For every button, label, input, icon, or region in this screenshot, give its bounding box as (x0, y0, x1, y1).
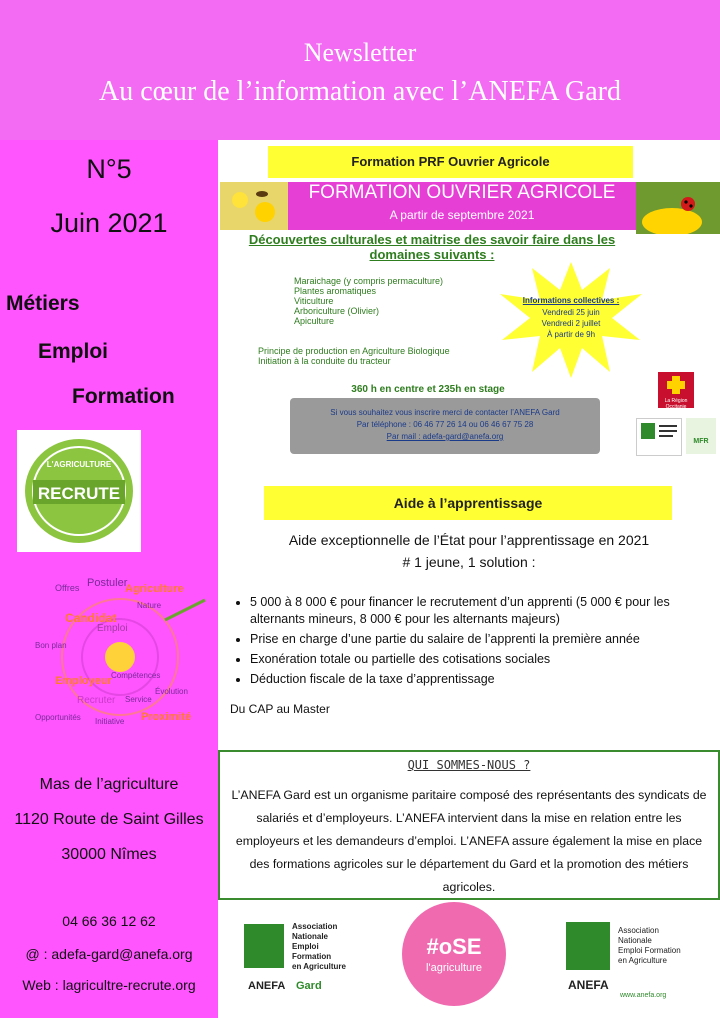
anefa-gard-line: Emploi (292, 942, 319, 951)
anefa-gard-green-shape (244, 924, 284, 968)
newsletter-header (0, 0, 720, 140)
hours: 360 h en centre et 235h en stage (351, 384, 505, 395)
anefa-green-shape (566, 922, 610, 970)
domain-item: Plantes aromatiques (294, 286, 377, 296)
apprentissage-band: Aide à l’apprentissage (264, 486, 672, 520)
word-recruter: Recruter (77, 695, 116, 706)
anefa-gard-line: Nationale (292, 932, 329, 941)
info-title: Informations collectives : (522, 296, 620, 305)
anefa-gard-line: Formation (292, 952, 332, 961)
qui-text: L’ANEFA Gard est un organisme paritaire composé des représentants des syndicats de salariés et d’employeurs. L’ANEFA intervient dans la mise en relation entre les employeurs et les demandeurs d’emploi. L’ANEFA assure également la mise en place des formations agricoles sur le département du Gard et la promotion des métiers agricoles. (231, 788, 707, 894)
word-service: Service (125, 695, 152, 704)
address-line2: 1120 Route de Saint Gilles (14, 811, 204, 828)
info-date: Vendredi 2 juillet (541, 319, 601, 328)
topic-emploi: Emploi (38, 340, 109, 363)
ose-line1: #oSE (426, 934, 482, 959)
main-content (218, 140, 720, 1018)
recrute-logo-line1: L'AGRICULTURE (46, 460, 112, 469)
address-line3: 30000 Nîmes (61, 846, 157, 863)
mfr-label: MFR (693, 438, 709, 445)
principle-item: Initiation à la conduite du tracteur (258, 356, 391, 366)
newsletter-subtitle: Au cœur de l’information avec l’ANEFA Gard (99, 76, 621, 107)
info-star (498, 260, 644, 380)
region-label: La Région Occitanie (664, 398, 688, 410)
contact-line2: Par téléphone : 06 46 77 26 14 ou 06 46 67 75 28 (356, 420, 534, 429)
bullet-item: • Prise en charge d’une partie du salaire de l’apprenti la première année (250, 631, 708, 648)
contact-line1: Si vous souhaitez vous inscrire merci de contacter l’ANEFA Gard (330, 408, 560, 417)
ladybug-icon (636, 182, 720, 234)
qui-title: QUI SOMMES-NOUS ? (407, 758, 531, 772)
anefa-brand: ANEFA (568, 978, 609, 992)
apprentissage-footer: Du CAP au Master (230, 702, 330, 716)
word-cloud (25, 575, 215, 735)
anefa-small-logo (636, 418, 682, 456)
word-agriculture: Agriculture (125, 583, 184, 595)
domain-item: Viticulture (294, 296, 334, 306)
anefa-url[interactable]: www.anefa.org (620, 992, 667, 999)
anefa-gard-text (292, 922, 346, 972)
word-opportunites: Opportunités (35, 713, 81, 722)
anefa-line: en Agriculture (618, 956, 667, 965)
mfr-logo (686, 418, 716, 454)
principles-list (258, 346, 450, 366)
word-employeur: Employeur (55, 675, 112, 687)
anefa-gard-line: Association (292, 922, 338, 931)
newsletter-title: Newsletter (303, 38, 417, 67)
contact-scroll (290, 398, 600, 454)
domain-item: Arboriculture (Olivier) (294, 306, 380, 316)
anefa-small-icon (637, 419, 681, 455)
domain-item: Apiculture (294, 316, 335, 326)
ose-line2: l'agriculture (426, 962, 482, 974)
anefa-gard-brand: ANEFA (248, 980, 286, 992)
apprentissage-intro2: # 1 jeune, 1 solution : (402, 554, 536, 570)
anefa-line: Association (618, 926, 659, 935)
word-offres: Offres (55, 583, 80, 593)
formation-banner (220, 182, 720, 230)
recrute-logo (17, 430, 141, 552)
banner-subtitle: A partir de septembre 2021 (389, 208, 535, 222)
anefa-gard-dept: Gard (296, 980, 322, 992)
website[interactable]: Web : lagricultre-recrute.org (22, 977, 196, 993)
topic-metiers: Métiers (6, 292, 80, 315)
info-date: À partir de 9h (546, 330, 596, 339)
principle-item: Principe de production en Agriculture Biologique (258, 346, 450, 356)
region-occitanie-logo (658, 372, 694, 408)
domain-item: Maraichage (y compris permaculture) (294, 276, 444, 286)
anefa-logo (564, 912, 694, 1008)
bullet-item: • 5 000 à 8 000 € pour financer le recrutement d’un apprenti (5 000 € pour les alternants mineurs, 8 000 € pour les alternants majeurs) (250, 594, 708, 628)
info-date: Vendredi 25 juin (542, 308, 600, 317)
contact-line3[interactable]: Par mail : adefa-gard@anefa.org (386, 432, 504, 441)
banner-title: FORMATION OUVRIER AGRICOLE (308, 182, 616, 203)
word-initiative: Initiative (95, 717, 125, 726)
word-bon-plan: Bon plan (35, 641, 67, 650)
address-line1: Mas de l’agriculture (39, 776, 179, 793)
qui-sommes-nous-box (218, 750, 720, 900)
word-candidat: Candidat (65, 611, 117, 625)
sidebar (0, 140, 218, 1018)
email[interactable]: @ : adefa-gard@anefa.org (25, 946, 193, 962)
phone: 04 66 36 12 62 (62, 913, 156, 929)
word-evolution: Évolution (155, 687, 188, 696)
issue-date: Juin 2021 (50, 208, 168, 238)
bullet-item: • Déduction fiscale de la taxe d’apprentissage (250, 671, 708, 688)
occitanie-cross-icon (658, 372, 694, 398)
anefa-text (618, 926, 681, 966)
word-competences: Compétences (111, 671, 161, 680)
word-proximite: Proximité (141, 711, 192, 723)
anefa-line: Emploi Formation (618, 946, 681, 955)
word-nature: Nature (137, 601, 162, 610)
word-emploi: Emploi (97, 623, 128, 634)
anefa-gard-logo (242, 916, 362, 1008)
formation-heading: Découvertes culturales et maitrise des savoir faire dans les domaines suivants : (248, 232, 616, 262)
formation-band: Formation PRF Ouvrier Agricole (268, 146, 633, 178)
anefa-line: Nationale (618, 936, 652, 945)
apprentissage-bullets (228, 594, 708, 691)
domain-list (294, 276, 443, 326)
ladybug-photo (636, 182, 720, 234)
bullet-item: • Exonération totale ou partielle des cotisations sociales (250, 651, 708, 668)
recrute-logo-line2: RECRUTE (37, 484, 121, 503)
anefa-gard-line: en Agriculture (292, 962, 346, 971)
flower-icon (220, 182, 288, 230)
flower-photo-left (220, 182, 288, 230)
ose-agriculture-logo (402, 902, 506, 1006)
word-postuler: Postuler (87, 577, 128, 589)
apprentissage-intro1: Aide exceptionnelle de l’État pour l’apprentissage en 2021 (288, 532, 650, 548)
issue-number: N°5 (86, 154, 132, 184)
topic-formation: Formation (72, 385, 175, 408)
